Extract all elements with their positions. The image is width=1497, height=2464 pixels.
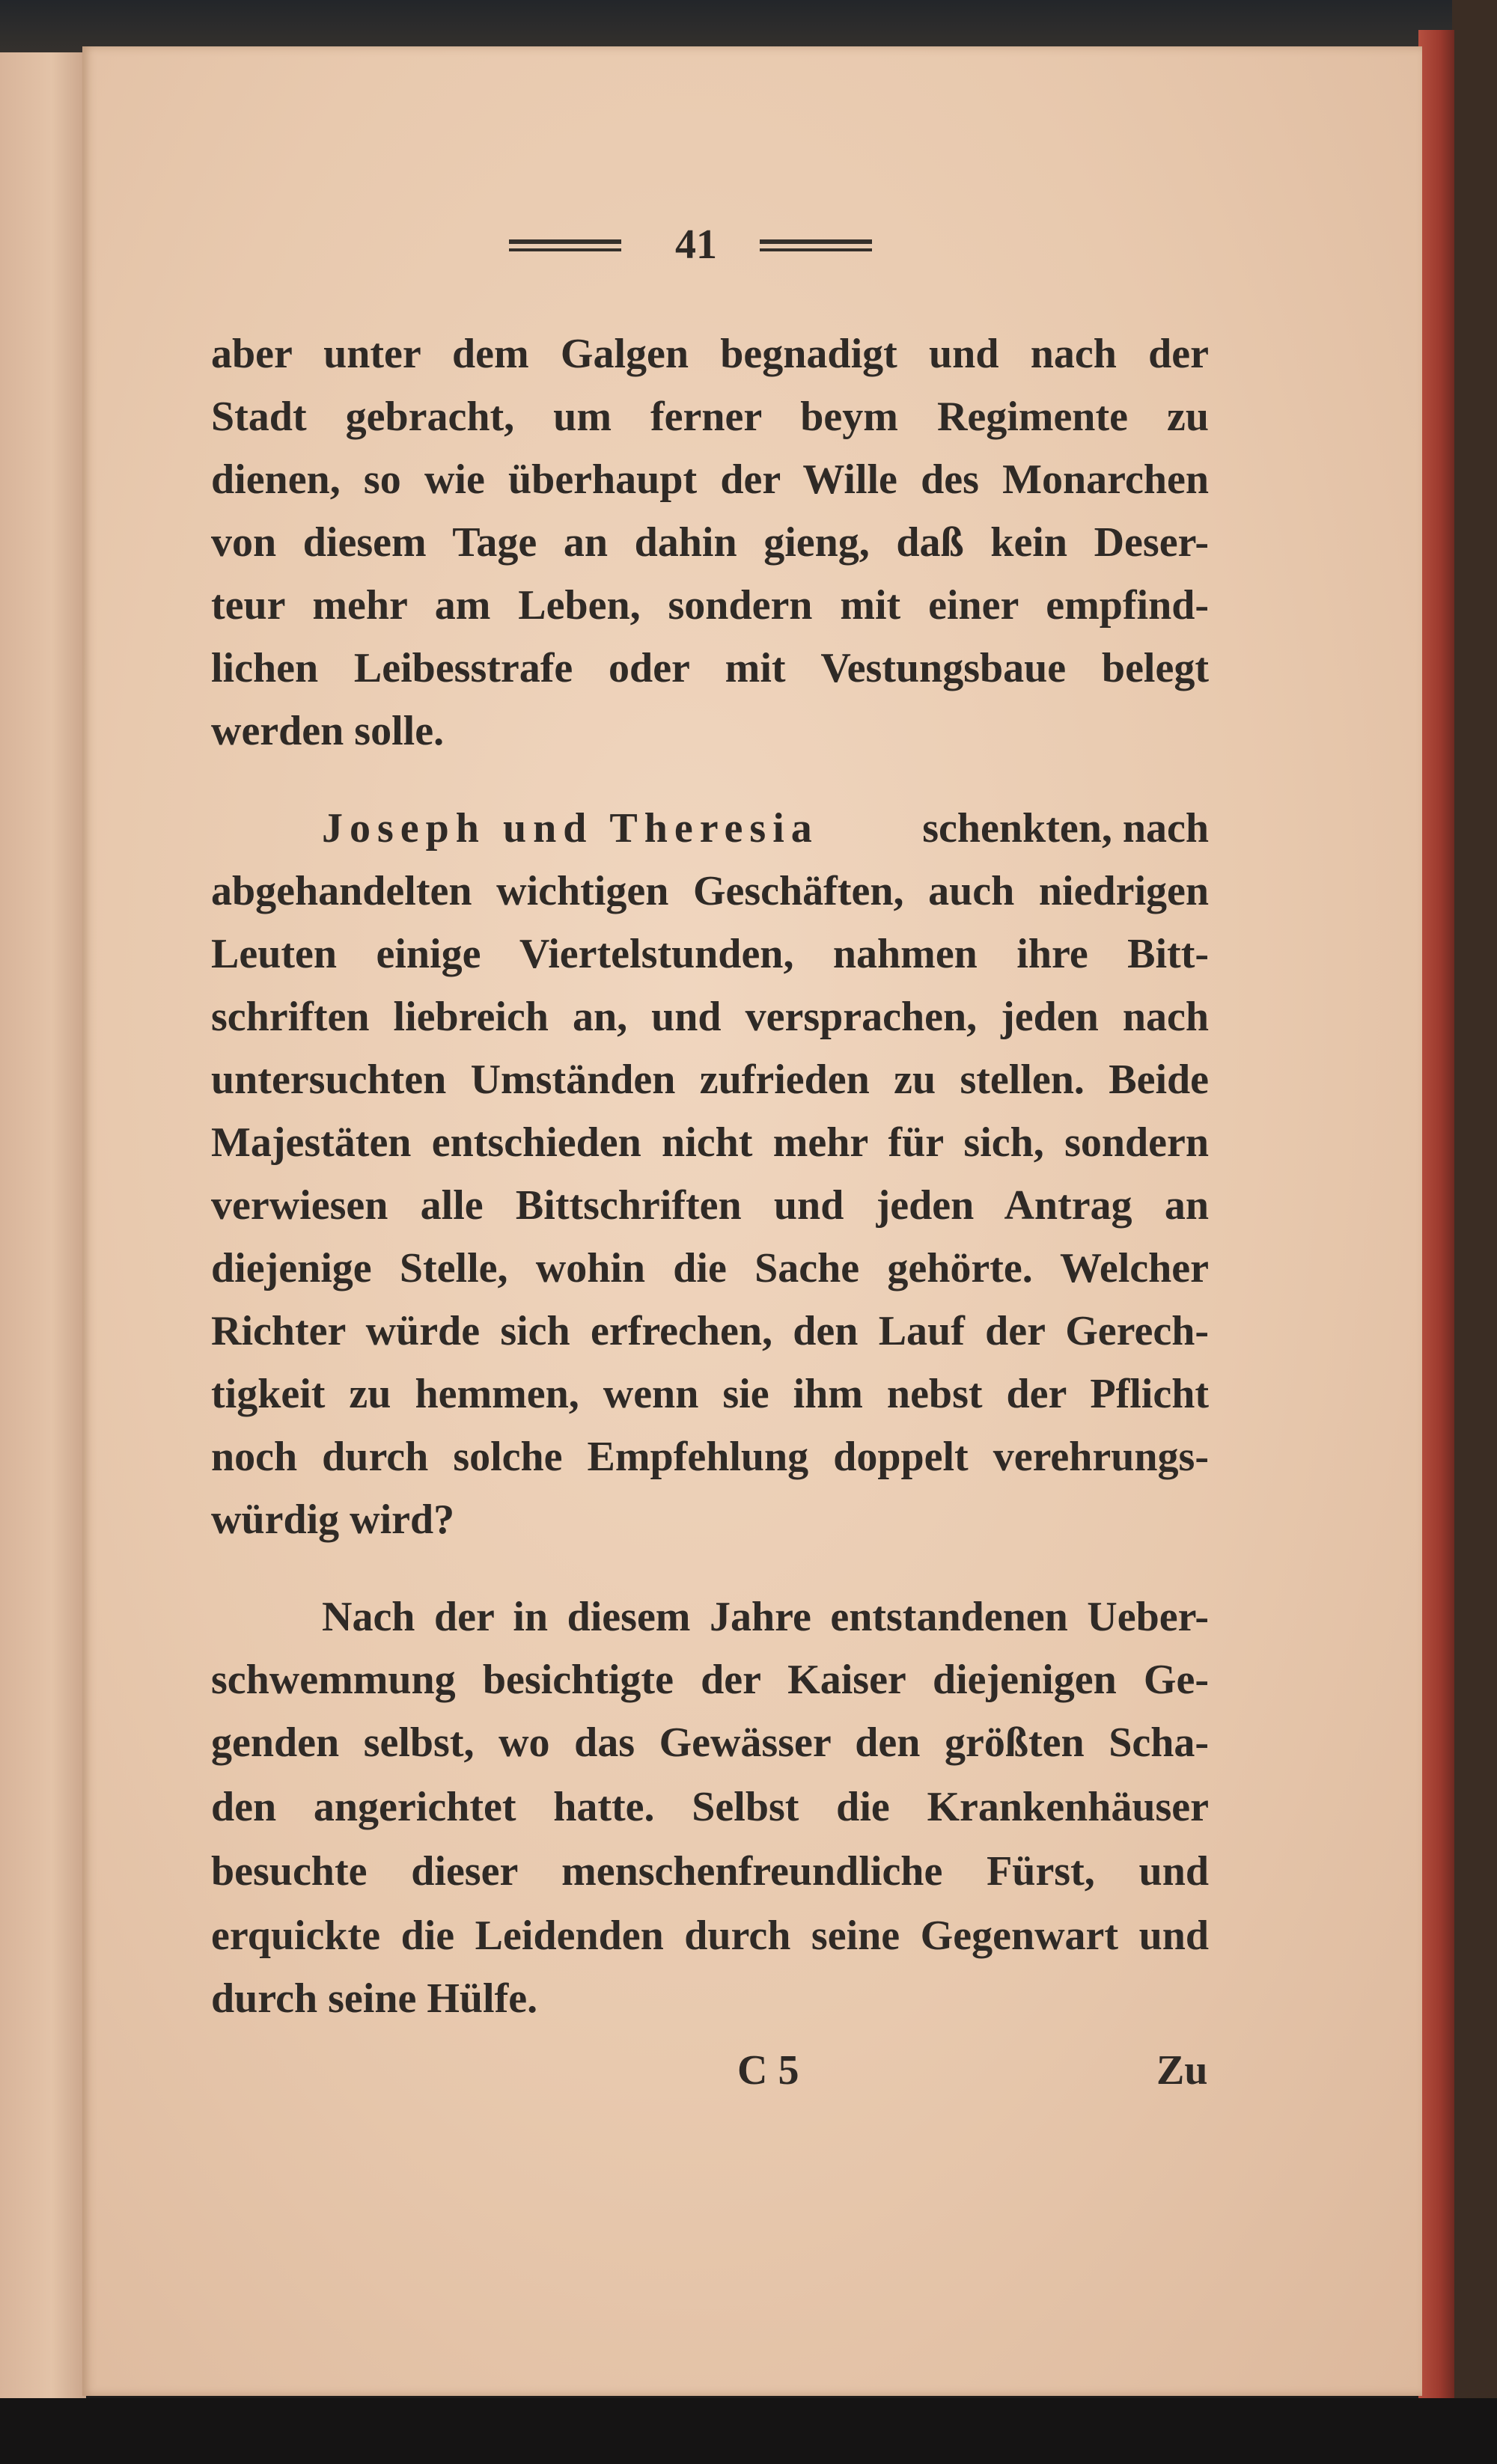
text-line: lichen Leibesstrafe oder mit Vestungsbaue belegt bbox=[211, 645, 1209, 691]
text-line: besuchte dieser menschenfreundliche Fürst, und bbox=[211, 1848, 1209, 1895]
text-line: aber unter dem Galgen begnadigt und nach der bbox=[211, 331, 1209, 377]
signature-mark: C 5 bbox=[737, 2047, 799, 2094]
text-line: tigkeit zu hemmen, wenn sie ihm nebst der Pflicht bbox=[211, 1371, 1209, 1417]
catchword: Zu bbox=[1156, 2047, 1208, 2094]
text-line: Leuten einige Viertelstunden, nahmen ihre Bitt- bbox=[211, 931, 1209, 977]
paragraph-first-line bbox=[322, 802, 1209, 855]
text-line: abgehandelten wichtigen Geschäften, auch niedrigen bbox=[211, 868, 1209, 914]
emphasized-names: Joseph und Theresia bbox=[322, 805, 819, 852]
text-line: würdig wird? bbox=[211, 1497, 455, 1543]
scan-background-bottom bbox=[0, 2398, 1497, 2464]
text-line: durch seine Hülfe. bbox=[211, 1975, 538, 2022]
header-rule-left bbox=[509, 239, 621, 251]
text-line: Richter würde sich erfrechen, den Lauf der Gerech- bbox=[211, 1308, 1209, 1354]
text-line: Stadt gebracht, um ferner beym Regimente zu bbox=[211, 394, 1209, 440]
text-line: diejenige Stelle, wohin die Sache gehörte. Welcher bbox=[211, 1245, 1209, 1291]
text-line: teur mehr am Leben, sondern mit einer empfind- bbox=[211, 582, 1209, 629]
red-page-edge bbox=[1418, 30, 1454, 2406]
text-line: Nach der in diesem Jahre entstandenen Ueber- bbox=[322, 1594, 1209, 1640]
text-line: Majestäten entschieden nicht mehr für sich, sondern bbox=[211, 1119, 1209, 1166]
text-line: genden selbst, wo das Gewässer den größten Scha- bbox=[211, 1719, 1209, 1766]
text-line: untersuchten Umständen zufrieden zu stellen. Beide bbox=[211, 1057, 1209, 1103]
text-line-rest: schenkten, nach bbox=[922, 805, 1209, 852]
text-line: erquickte die Leidenden durch seine Gegenwart und bbox=[211, 1913, 1209, 1959]
text-line: schwemmung besichtigte der Kaiser diejenigen Ge- bbox=[211, 1657, 1209, 1703]
text-line: verwiesen alle Bittschriften und jeden Antrag an bbox=[211, 1182, 1209, 1229]
page-number: 41 bbox=[675, 221, 717, 268]
page-header bbox=[509, 221, 883, 273]
header-rule-right bbox=[760, 239, 872, 251]
scan-background-right bbox=[1452, 0, 1497, 2464]
facing-page-edge bbox=[0, 52, 86, 2402]
text-line: schriften liebreich an, und versprachen, jeden nach bbox=[211, 994, 1209, 1040]
text-line: den angerichtet hatte. Selbst die Krankenhäuser bbox=[211, 1784, 1209, 1830]
text-line: noch durch solche Empfehlung doppelt verehrungs- bbox=[211, 1434, 1209, 1480]
text-line: werden solle. bbox=[211, 708, 445, 754]
text-line: dienen, so wie überhaupt der Wille des Monarchen bbox=[211, 456, 1209, 503]
text-line: von diesem Tage an dahin gieng, daß kein Deser- bbox=[211, 519, 1209, 566]
